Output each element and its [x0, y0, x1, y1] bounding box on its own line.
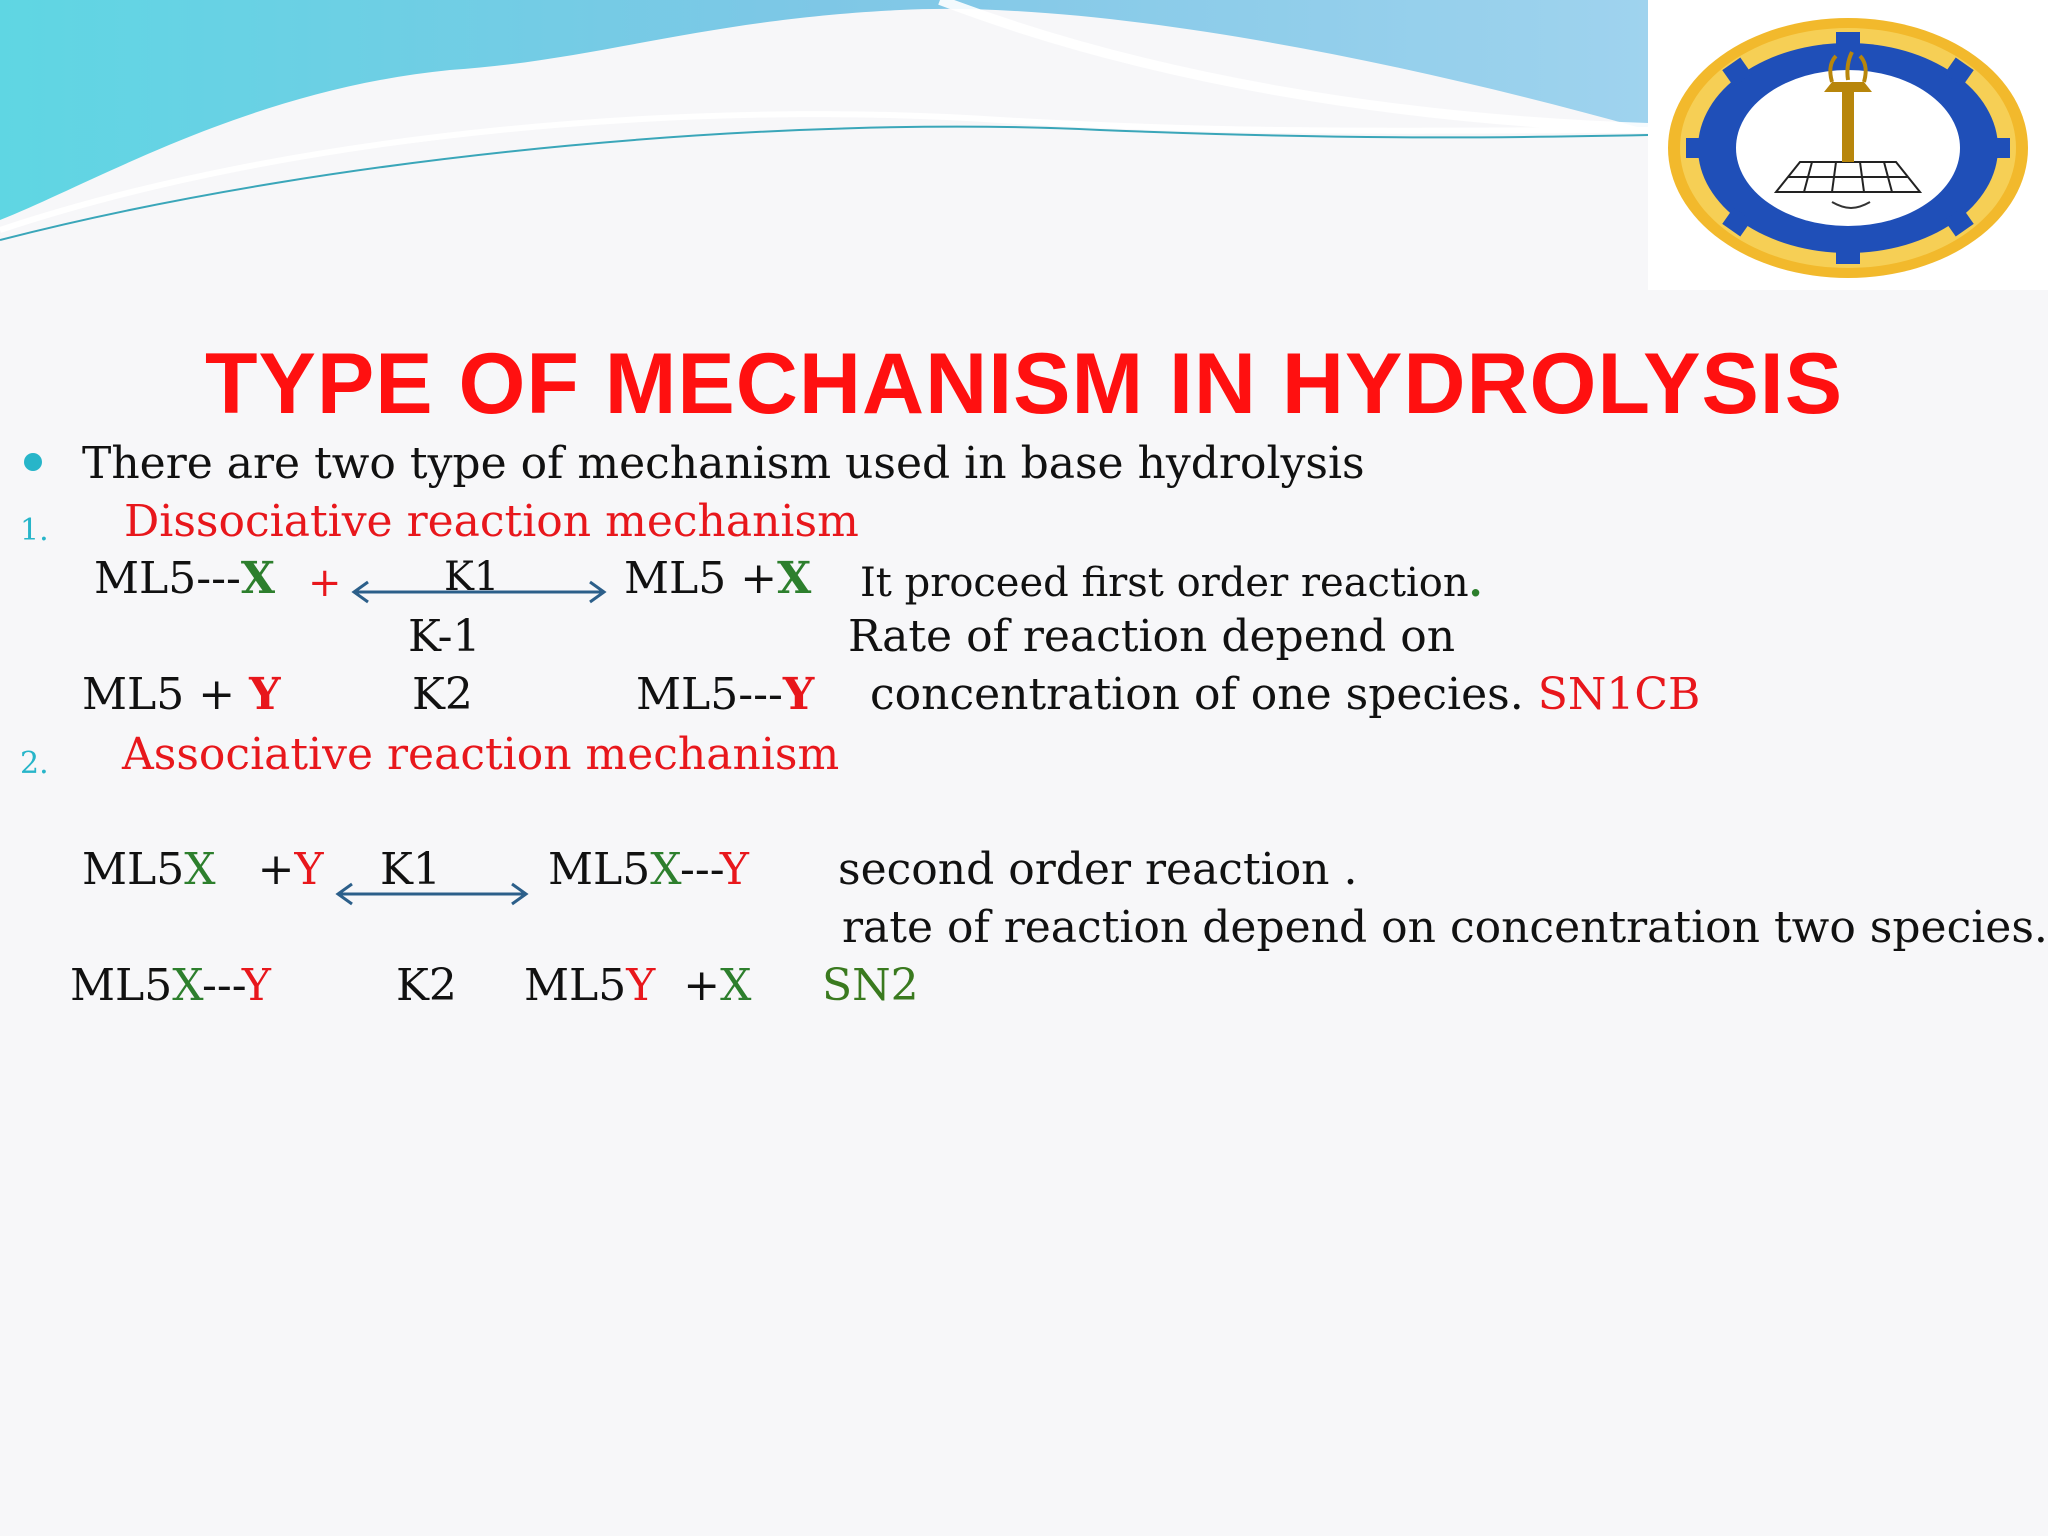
- dissociative-note-line1: It proceed first order reaction.: [860, 559, 1483, 606]
- associative-k2: K2: [396, 960, 457, 1011]
- dissociative-k2: K2: [412, 669, 473, 720]
- dissociative-eq1-product: ML5 +X: [624, 553, 812, 604]
- section-number-2: 2.: [20, 746, 49, 781]
- associative-k1: K1: [380, 844, 441, 895]
- associative-eq1-reactant: ML5X +Y: [82, 844, 324, 895]
- dissociative-eq2-product: ML5---Y: [636, 669, 815, 720]
- associative-note-line1: second order reaction .: [838, 844, 1358, 895]
- dissociative-eq2-reactant: ML5 + Y: [82, 669, 281, 720]
- equilibrium-arrow: [350, 580, 610, 610]
- dissociative-eq1-reactant: ML5---X: [94, 553, 276, 604]
- bullet-icon: [24, 453, 42, 471]
- associative-eq1-product: ML5X---Y: [548, 844, 749, 895]
- section-number-1: 1.: [20, 513, 49, 548]
- dissociative-k1: K1: [444, 554, 500, 600]
- equilibrium-arrow: [334, 882, 534, 912]
- dissociative-note-line2: Rate of reaction depend on: [848, 611, 1456, 662]
- institute-logo: [1656, 12, 2040, 284]
- dissociative-eq1-plus: +: [308, 560, 342, 606]
- intro-text: There are two type of mechanism used in base hydrolysis: [82, 438, 1365, 489]
- section-heading-associative: Associative reaction mechanism: [122, 729, 840, 780]
- section-heading-dissociative: Dissociative reaction mechanism: [124, 496, 859, 547]
- associative-note-line2: rate of reaction depend on concentration two species.: [842, 902, 2048, 953]
- dissociative-k-reverse: K-1: [408, 611, 481, 662]
- slide-title: TYPE OF MECHANISM IN HYDROLYSIS: [204, 336, 1844, 432]
- associative-eq2-reactant: ML5X---Y: [70, 960, 271, 1011]
- dissociative-note-line3: concentration of one species. SN1CB: [870, 669, 1701, 720]
- associative-eq2-product: ML5Y +X: [524, 960, 752, 1011]
- associative-mechanism-label: SN2: [822, 960, 919, 1011]
